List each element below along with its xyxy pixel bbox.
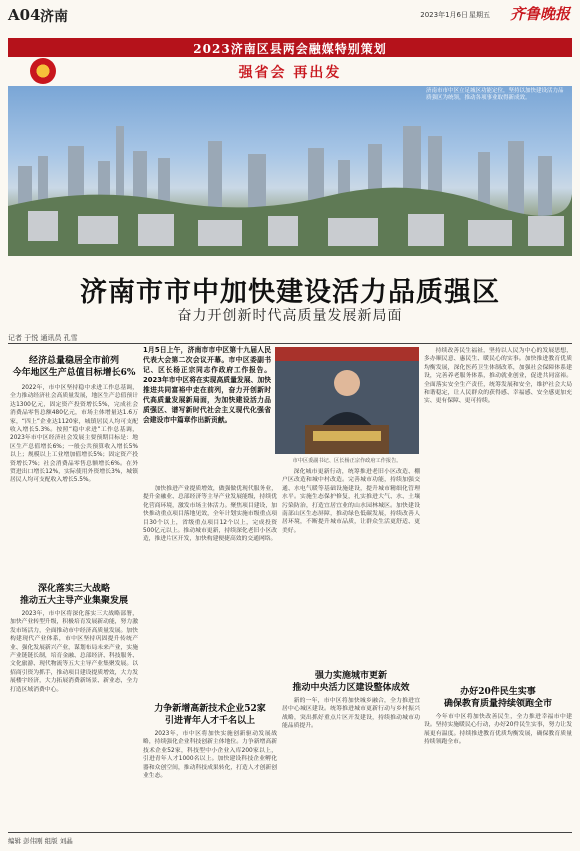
hero-caption: 济南市市中区立足城区功能定位，坚持以加快建设活力品质强区为统领，推动各项事业取得新成效。 bbox=[426, 88, 564, 101]
lead-paragraph: 1月5日上午，济南市市中区第十九届人民代表大会第二次会议开幕。市中区委副书记、区长杨正宗同志作政府工作报告。2023年市中区将在实现高质量发展、加快推进共同富裕中走在前列，奋力开创新时代高质量发展新局面，为加快建设活力品质强区、谱写新时代社会主义现代化强省会建设市中篇章作出新贡献。 bbox=[143, 346, 271, 424]
article-column: 2022年，市中区坚持稳中求进工作总基调，全力推动经济社会高质量发展，地区生产总值预计达1300亿元，固定资产投资增长5%，完成社会消费品零售总额480亿元，市场主体增量达1.6万家，“四上”企业达1120家，城镇居民人均可支配收入增长5.3%。按照“稳中求进”工作总基调，2023年市中区经济社会发展主要预期目标是：地区生产总值增长6%；一般公共预算收入增长5%以上；规模以上工业增加值增长5%；固定资产投资增长7%；社会消费品零售总额增长6%。在外贸进出口增长12%，实际使用外资增长3%，城镇居民人均可支配收入增长5.5%。 bbox=[10, 385, 138, 484]
footer-divider bbox=[8, 832, 572, 833]
section-heading-economy: 经济总量稳居全市前列 今年地区生产总值目标增长6% bbox=[12, 356, 136, 378]
article-column: 加快推进产业提质增效，做强做优现代服务业，提升金融业、总部经济等主导产业发展能级，持续优化营商环境，激发市场主体活力。聚焦项目建设，加快推动重点项目落地见效，全年计划实施市级重点项目30个以上，省级重点项目12个以上，完成投资500亿元以上。推动城市更新，持续深化老旧小区改造，推进片区开发，加快构建便捷高效的交通网络。 bbox=[143, 486, 277, 543]
divider bbox=[8, 343, 572, 344]
section-name: 济南 bbox=[40, 9, 68, 25]
subheadline: 奋力开创新时代高质量发展新局面 bbox=[177, 308, 403, 324]
banner-slogan: 强省会 再出发 bbox=[238, 65, 342, 81]
editor-credits: 编辑 彭伟刚 组版 刘晶 bbox=[8, 837, 73, 845]
article-column: 2023年，市中区将加快实施创新驱动发展战略，持续强化企业科技创新主体地位。力争新增高新技术企业52家，科技型中小企业入库200家以上，引进青年人才1000名以上。加快建设科技企业孵化器和众创空间，推动科技成果转化，打造人才创新创业生态。 bbox=[143, 731, 277, 780]
speaker-photo bbox=[275, 347, 419, 454]
article-column: 持续改善民生福祉，坚持以人民为中心的发展思想，多办顺民意、惠民生、暖民心的实事。加快推进教育优质均衡发展，深化医药卫生体制改革，加强社会保障体系建设，完善养老服务体系，推动就业创业，促进共同富裕。全面落实安全生产责任，统筹发展和安全，维护社会大局和谐稳定，让人民群众的获得感、幸福感、安全感更加充实、更有保障、更可持续。 bbox=[424, 348, 572, 405]
feature-banner bbox=[8, 38, 572, 57]
city-skyline-photo bbox=[8, 86, 572, 256]
section-heading-urban-renewal: 强力实施城市更新 推动中央活力区建设整体成效 bbox=[292, 671, 410, 693]
byline: 记者 于悦 通讯员 孔雪 bbox=[8, 334, 78, 342]
issue-date: 2023年1月6日 bbox=[420, 11, 468, 19]
banner-title: 2023济南区县两会融媒特别策划 bbox=[193, 42, 387, 56]
masthead bbox=[0, 0, 580, 38]
skyline-illustration bbox=[8, 86, 572, 256]
section-heading-livelihood: 办好20件民生实事 确保教育质量持续领跑全市 bbox=[443, 687, 552, 709]
article-column: 深化城市更新行动，统筹推进老旧小区改造、棚户区改造和城中村改造。完善城市功能，持续加强交通、水电气暖等基础设施建设，提升城市精细化管理水平。实施生态保护修复，扎实推进大气、水、土壤污染防治，打造宜居宜业的山水园林城区。加快建设南部山区生态屏障，推动绿色低碳发展，持续改善人居环境，不断提升城市品质，让群众生活更舒适、更美好。 bbox=[282, 469, 420, 534]
issue-weekday: 星期五 bbox=[469, 11, 490, 19]
page-number: A04 bbox=[8, 6, 41, 24]
headline: 济南市市中加快建设活力品质强区 bbox=[80, 277, 500, 308]
article-column: 新的一年，市中区将加快城乡融合，全力推进宜居中心城区建设。统筹推进城市更新行动与乡村振兴战略，突出抓好重点片区开发建设，持续推动城市功能品质提升。 bbox=[282, 698, 420, 730]
section-heading-innovation: 力争新增高新技术企业52家 引进青年人才千名以上 bbox=[154, 704, 266, 726]
photo-caption: 市中区委副书记、区长杨正宗作政府工作报告。 bbox=[292, 458, 402, 464]
article-column: 2023年，市中区将深化落实三大战略部署，加快产业转型升级，积极培育发展新动能，努力激发市场活力，全面推动市中经济高质量发展。加快构建现代产业体系，市中区坚持巩固提升传统产业、强化发展新兴产业，谋划布局未来产业，实施产业链链长制，培育金融、总部经济、科技服务、文化旅游、现代物流等五大主导产业集聚发展。以招商引资为抓手，推动项目建设提质增效，大力发展楼宇经济，大力拓展消费新场景、新业态，全力打造区域消费中心。 bbox=[10, 611, 138, 693]
podium-illustration bbox=[275, 347, 419, 454]
newspaper-logo: 齐鲁晚报 bbox=[509, 5, 570, 23]
section-heading-strategy: 深化落实三大战略 推动五大主导产业集聚发展 bbox=[19, 584, 128, 606]
article-column: 今年市中区将加快改善民生，全力推进幸福市中建设。坚持实施暖民心行动，办好20件民生实事，努力让发展更有温度。持续推进教育优质均衡发展，确保教育质量持续领跑全市。 bbox=[424, 714, 572, 746]
